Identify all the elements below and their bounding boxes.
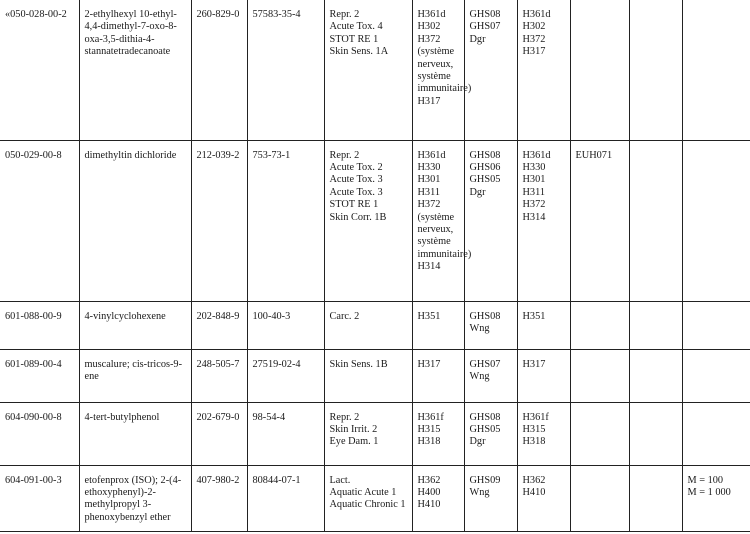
hazard-statement-line: H372 (système nerveux, système immunitaire) xyxy=(417,199,472,260)
cas-no-text: 27519-02-4 xyxy=(252,358,301,370)
ec-no-text: 407-980-2 xyxy=(196,474,240,486)
pictogram-code-line: Wng xyxy=(469,370,490,382)
empty-cell xyxy=(629,301,682,349)
cas-no-text: 753-73-1 xyxy=(252,149,291,161)
pictogram-code-line: Dgr xyxy=(469,436,486,448)
hazard-statement-line: H400 xyxy=(417,486,441,498)
chemical-name-text: 2-ethylhexyl 10-ethyl-4,4-dimethyl-7-oxo-8-oxa-3,5-dithia-4-stannatetradecanoate xyxy=(84,9,177,58)
pictogram-code-line: GHS07 xyxy=(469,358,501,370)
ec-no-text: 202-848-9 xyxy=(196,310,240,322)
supplemental-hazard-cell xyxy=(570,140,629,301)
cas-no-cell xyxy=(247,301,324,349)
table-row xyxy=(0,301,750,349)
hazard-class-line: Skin Corr. 1B xyxy=(329,211,387,223)
label-hazard-statement-cell xyxy=(517,402,570,465)
label-hazard-statement-line: H410 xyxy=(522,486,546,498)
pictogram-code-line: GHS06 xyxy=(469,161,501,173)
index-no-cell xyxy=(0,465,79,531)
pictogram-code-cell xyxy=(464,465,517,531)
supplemental-hazard-cell xyxy=(570,0,629,140)
hazard-statement-line: H372 (système nerveux, système immunitaire) xyxy=(417,33,472,95)
pictogram-code-line: GHS09 xyxy=(469,474,501,486)
label-hazard-statement-cell xyxy=(517,140,570,301)
hazard-statement-line: H361d xyxy=(417,9,446,20)
supplemental-hazard-line: EUH071 xyxy=(575,149,613,161)
cas-no-text: 98-54-4 xyxy=(252,411,286,423)
chemical-name-cell xyxy=(79,465,191,531)
hazard-class-line: Acute Tox. 2 xyxy=(329,161,383,173)
pictogram-code-line: GHS07 xyxy=(469,21,501,33)
label-hazard-statement-line: H301 xyxy=(522,174,546,186)
hazard-statement-line: H314 xyxy=(417,261,441,273)
hazard-statement-line: H351 xyxy=(417,310,441,322)
label-hazard-statement-cell xyxy=(517,465,570,531)
hazard-class-line: STOT RE 1 xyxy=(329,199,379,211)
label-hazard-statement-line: H361d xyxy=(522,9,551,20)
cas-no-text: 100-40-3 xyxy=(252,310,291,322)
ec-no-text: 260-829-0 xyxy=(196,9,240,20)
chemical-name-cell xyxy=(79,349,191,402)
empty-cell xyxy=(629,465,682,531)
concentration-limits-cell xyxy=(682,465,750,531)
hazard-class-cell xyxy=(324,349,412,402)
hazard-statement-line: H361f xyxy=(417,411,444,423)
supplemental-hazard-cell xyxy=(570,301,629,349)
ec-no-text: 202-679-0 xyxy=(196,411,240,423)
label-hazard-statement-line: H318 xyxy=(522,436,546,448)
pictogram-code-line: GHS08 xyxy=(469,310,501,322)
index-no-text: 601-089-00-4 xyxy=(5,358,62,370)
index-no-text: 604-090-00-8 xyxy=(5,411,62,423)
pictogram-code-line: GHS05 xyxy=(469,174,501,186)
label-hazard-statement-cell xyxy=(517,0,570,140)
hazard-statement-cell xyxy=(412,402,464,465)
pictogram-code-line: GHS08 xyxy=(469,9,501,20)
table-row xyxy=(0,140,750,301)
pictogram-code-cell xyxy=(464,402,517,465)
pictogram-code-line: GHS08 xyxy=(469,411,501,423)
label-hazard-statement-line: H361f xyxy=(522,411,549,423)
concentration-limits-cell xyxy=(682,0,750,140)
ec-no-cell xyxy=(191,0,247,140)
hazard-class-cell xyxy=(324,301,412,349)
hazard-class-line: Aquatic Chronic 1 xyxy=(329,499,406,511)
hazard-class-line: Acute Tox. 3 xyxy=(329,186,383,198)
label-hazard-statement-line: H311 xyxy=(522,186,545,198)
pictogram-code-line: Dgr xyxy=(469,186,486,198)
index-no-cell xyxy=(0,140,79,301)
pictogram-code-line: Wng xyxy=(469,486,490,498)
hazard-statement-line: H302 xyxy=(417,21,441,33)
cas-no-text: 57583-35-4 xyxy=(252,9,301,20)
concentration-limits-line: M = 1 000 xyxy=(687,486,731,498)
index-no-text: 601-088-00-9 xyxy=(5,310,62,322)
concentration-limits-cell xyxy=(682,140,750,301)
hazard-statement-line: H318 xyxy=(417,436,441,448)
label-hazard-statement-line: H302 xyxy=(522,21,546,33)
hazard-class-cell xyxy=(324,465,412,531)
label-hazard-statement-line: H361d xyxy=(522,149,551,161)
ec-no-text: 212-039-2 xyxy=(196,149,240,161)
hazard-statement-cell xyxy=(412,349,464,402)
concentration-limits-cell xyxy=(682,349,750,402)
hazard-statement-line: H362 xyxy=(417,474,441,486)
index-no-cell xyxy=(0,301,79,349)
label-hazard-statement-line: H351 xyxy=(522,310,546,322)
chemical-name-text: dimethyltin dichloride xyxy=(84,149,177,161)
hazard-statement-cell xyxy=(412,465,464,531)
hazard-class-line: Aquatic Acute 1 xyxy=(329,486,397,498)
index-no-cell xyxy=(0,0,79,140)
hazard-statement-line: H315 xyxy=(417,423,441,435)
pictogram-code-line: Wng xyxy=(469,322,490,334)
hazard-class-line: Carc. 2 xyxy=(329,310,360,322)
index-no-text: 050-029-00-8 xyxy=(5,149,62,161)
hazard-statement-line: H410 xyxy=(417,499,441,511)
ec-no-cell xyxy=(191,402,247,465)
chemical-name-cell xyxy=(79,0,191,140)
chemical-name-text: muscalure; cis-tricos-9-ene xyxy=(84,358,182,382)
chemical-name-text: 4-vinylcyclohexene xyxy=(84,310,166,322)
empty-cell xyxy=(629,402,682,465)
label-hazard-statement-cell xyxy=(517,301,570,349)
concentration-limits-line: M = 100 xyxy=(687,474,724,486)
index-no-cell xyxy=(0,402,79,465)
table-row xyxy=(0,402,750,465)
pictogram-code-line: GHS08 xyxy=(469,149,501,161)
label-hazard-statement-cell xyxy=(517,349,570,402)
ec-no-cell xyxy=(191,349,247,402)
chemical-name-cell xyxy=(79,140,191,301)
label-hazard-statement-line: H330 xyxy=(522,161,546,173)
supplemental-hazard-cell xyxy=(570,402,629,465)
cas-no-cell xyxy=(247,349,324,402)
label-hazard-statement-line: H317 xyxy=(522,46,546,58)
label-hazard-statement-line: H372 xyxy=(522,33,546,45)
hazard-class-line: STOT RE 1 xyxy=(329,33,379,45)
hazard-statement-cell xyxy=(412,301,464,349)
hazard-class-line: Skin Irrit. 2 xyxy=(329,423,378,435)
chemical-name-cell xyxy=(79,402,191,465)
hazard-class-line: Lact. xyxy=(329,474,351,486)
ec-no-cell xyxy=(191,465,247,531)
index-no-text: «050-028-00-2 xyxy=(5,9,67,20)
concentration-limits-cell xyxy=(682,301,750,349)
chemical-name-cell xyxy=(79,301,191,349)
index-no-cell xyxy=(0,349,79,402)
pictogram-code-cell xyxy=(464,0,517,140)
concentration-limits-cell xyxy=(682,402,750,465)
hazard-statement-line: H330 xyxy=(417,161,441,173)
hazard-statement-line: H311 xyxy=(417,186,440,198)
empty-cell xyxy=(629,349,682,402)
ec-no-cell xyxy=(191,140,247,301)
hazard-statement-line: H317 xyxy=(417,95,441,107)
pictogram-code-cell xyxy=(464,140,517,301)
empty-cell xyxy=(629,0,682,140)
hazard-statement-cell xyxy=(412,0,472,140)
label-hazard-statement-line: H362 xyxy=(522,474,546,486)
pictogram-code-cell xyxy=(464,301,517,349)
hazard-class-cell xyxy=(324,140,412,301)
hazard-class-line: Repr. 2 xyxy=(329,411,360,423)
cas-no-cell xyxy=(247,465,324,531)
table-row xyxy=(0,465,750,531)
label-hazard-statement-line: H317 xyxy=(522,358,546,370)
table-row xyxy=(0,0,750,140)
pictogram-code-line: Dgr xyxy=(469,33,486,45)
hazard-class-cell xyxy=(324,402,412,465)
cas-no-cell xyxy=(247,0,324,140)
pictogram-code-cell xyxy=(464,349,517,402)
supplemental-hazard-cell xyxy=(570,349,629,402)
supplemental-hazard-cell xyxy=(570,465,629,531)
cas-no-cell xyxy=(247,402,324,465)
hazard-class-line: Skin Sens. 1A xyxy=(329,46,389,58)
ec-no-cell xyxy=(191,301,247,349)
hazard-statement-line: H301 xyxy=(417,174,441,186)
label-hazard-statement-line: H314 xyxy=(522,211,546,223)
hazard-class-line: Acute Tox. 3 xyxy=(329,174,383,186)
hazard-statement-cell xyxy=(412,140,472,301)
hazard-class-line: Acute Tox. 4 xyxy=(329,21,383,33)
hazard-class-line: Repr. 2 xyxy=(329,9,360,20)
cas-no-text: 80844-07-1 xyxy=(252,474,301,486)
hazard-statement-line: H317 xyxy=(417,358,441,370)
cas-no-cell xyxy=(247,140,324,301)
table-row xyxy=(0,349,750,402)
chemical-name-text: 4-tert-butylphenol xyxy=(84,411,160,423)
empty-cell xyxy=(629,140,682,301)
index-no-text: 604-091-00-3 xyxy=(5,474,62,486)
label-hazard-statement-line: H372 xyxy=(522,199,546,211)
hazard-class-line: Eye Dam. 1 xyxy=(329,436,379,448)
chemical-name-text: etofenprox (ISO); 2-(4-ethoxyphenyl)-2-methylpropyl 3-phenoxybenzyl ether xyxy=(84,474,182,523)
hazard-statement-line: H361d xyxy=(417,149,446,161)
label-hazard-statement-line: H315 xyxy=(522,423,546,435)
hazard-class-line: Repr. 2 xyxy=(329,149,360,161)
ec-no-text: 248-505-7 xyxy=(196,358,240,370)
pictogram-code-line: GHS05 xyxy=(469,423,501,435)
hazard-class-line: Skin Sens. 1B xyxy=(329,358,388,370)
hazard-class-cell xyxy=(324,0,412,140)
